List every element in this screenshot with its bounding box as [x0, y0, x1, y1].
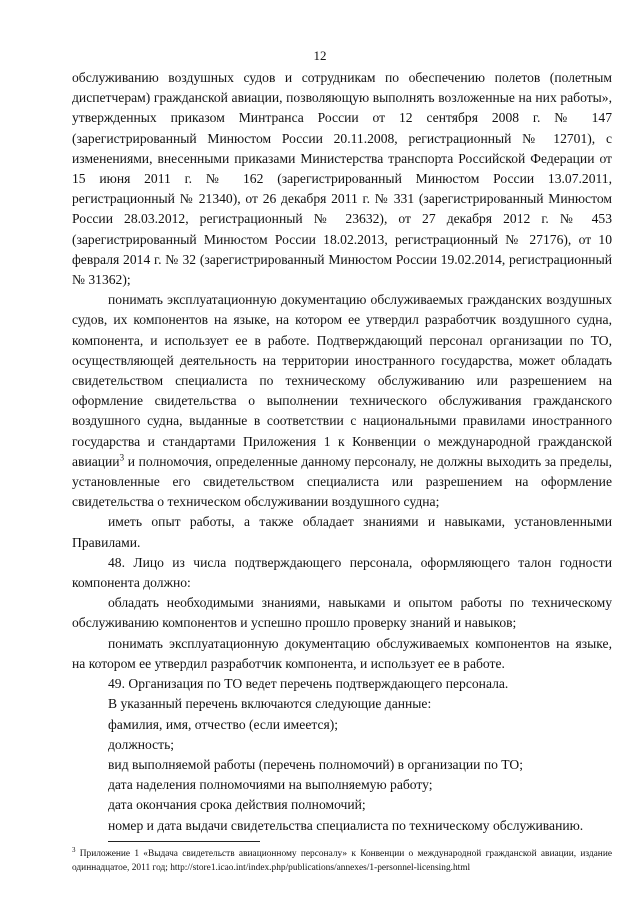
- paragraph: обладать необходимыми знаниями, навыками и опытом работы по техническому обслуживанию компонентов и успешно прошло проверку знаний и навыков;: [72, 595, 612, 631]
- body-text: [72, 68, 612, 836]
- list-item: вид выполняемой работы (перечень полномочий) в организации по ТО;: [108, 756, 524, 772]
- list-item: фамилия, имя, отчество (если имеется);: [108, 716, 339, 732]
- footnote-divider: [108, 841, 260, 842]
- paragraph: [72, 290, 612, 512]
- paragraph-item-49: 49. Организация по ТО ведет перечень подтверждающего персонала.: [108, 676, 509, 692]
- paragraph-text-continued: и полномочия, определенные данному персоналу, не должны выходить за пределы, установленные его свидетельством специалиста или разрешением на оформление свидетельства о техническом обслуживании воздушного судна;: [72, 453, 612, 510]
- list-item: должность;: [108, 736, 175, 752]
- list-item: номер и дата выдачи свидетельства специалиста по техническому обслуживанию.: [108, 817, 584, 833]
- footnote-mark: 3: [72, 845, 76, 854]
- paragraph: понимать эксплуатационную документацию обслуживаемых компонентов на языке, на котором ее утвердил разработчик компонента, и использует ее в работе.: [72, 635, 612, 671]
- footnote-reference: 3: [119, 452, 125, 463]
- paragraph-text: понимать эксплуатационную документацию обслуживаемых гражданских воздушных судов, их компонентов на языке, на котором ее утвердил разработчик воздушного судна, компонента, и использует ее в работе. Подтверждающий персонал организации по ТО, осуществляющей деятельность на территории иностранного государства, может обладать свидетельством специалиста по техническому обслуживанию или разрешением на оформление свидетельства о выполнении технического обслуживания гражданского воздушного судна, выданные в соответствии с национальными правилами иностранного государства и стандартами Приложения 1 к Конвенции о международной гражданской авиации: [72, 292, 612, 469]
- page-number: 12: [313, 48, 327, 63]
- paragraph: иметь опыт работы, а также обладает знаниями и навыками, установленными Правилами.: [72, 514, 612, 550]
- footnote-text: Приложение 1 «Выдача свидетельств авиационному персоналу» к Конвенции о международной гражданской авиации, издание одиннадцатое, 2011 год; http://store1.icao.int/index.php/publications/annexes/1-personnel-licensing.html: [72, 849, 612, 873]
- paragraph-item-48: 48. Лицо из числа подтверждающего персонала, оформляющего талон годности компонента должно:: [72, 554, 612, 591]
- footnote: [72, 847, 612, 875]
- paragraph: обслуживанию воздушных судов и сотрудникам по обеспечению полетов (полетным диспетчерам) гражданской авиации, позволяющую выполнять возложенные на них работы», утвержденных приказом Минтранса России от 12 сентября 2008 г. № 147 (зарегистрированный Минюстом России 20.11.2008, регистрационный № 12701), с изменениями, внесенными приказами Министерства транспорта Российской Федерации от 15 июня 2011 г. № 162 (зарегистрированный Минюстом России 13.07.2011, регистрационный № 21340), от 26 декабря 2011 г. № 331 (зарегистрированный Минюстом России 28.03.2012, регистрационный № 23632), от 27 декабря 2012 г. № 453 (зарегистрированный Минюстом России 18.02.2013, регистрационный № 27176), от 10 февраля 2014 г. № 32 (зарегистрированный Минюстом России 19.02.2014, регистрационный № 31362);: [72, 70, 612, 288]
- list-item: дата наделения полномочиями на выполняемую работу;: [108, 777, 433, 793]
- paragraph: В указанный перечень включаются следующие данные:: [108, 696, 432, 712]
- list-item: дата окончания срока действия полномочий;: [108, 797, 366, 813]
